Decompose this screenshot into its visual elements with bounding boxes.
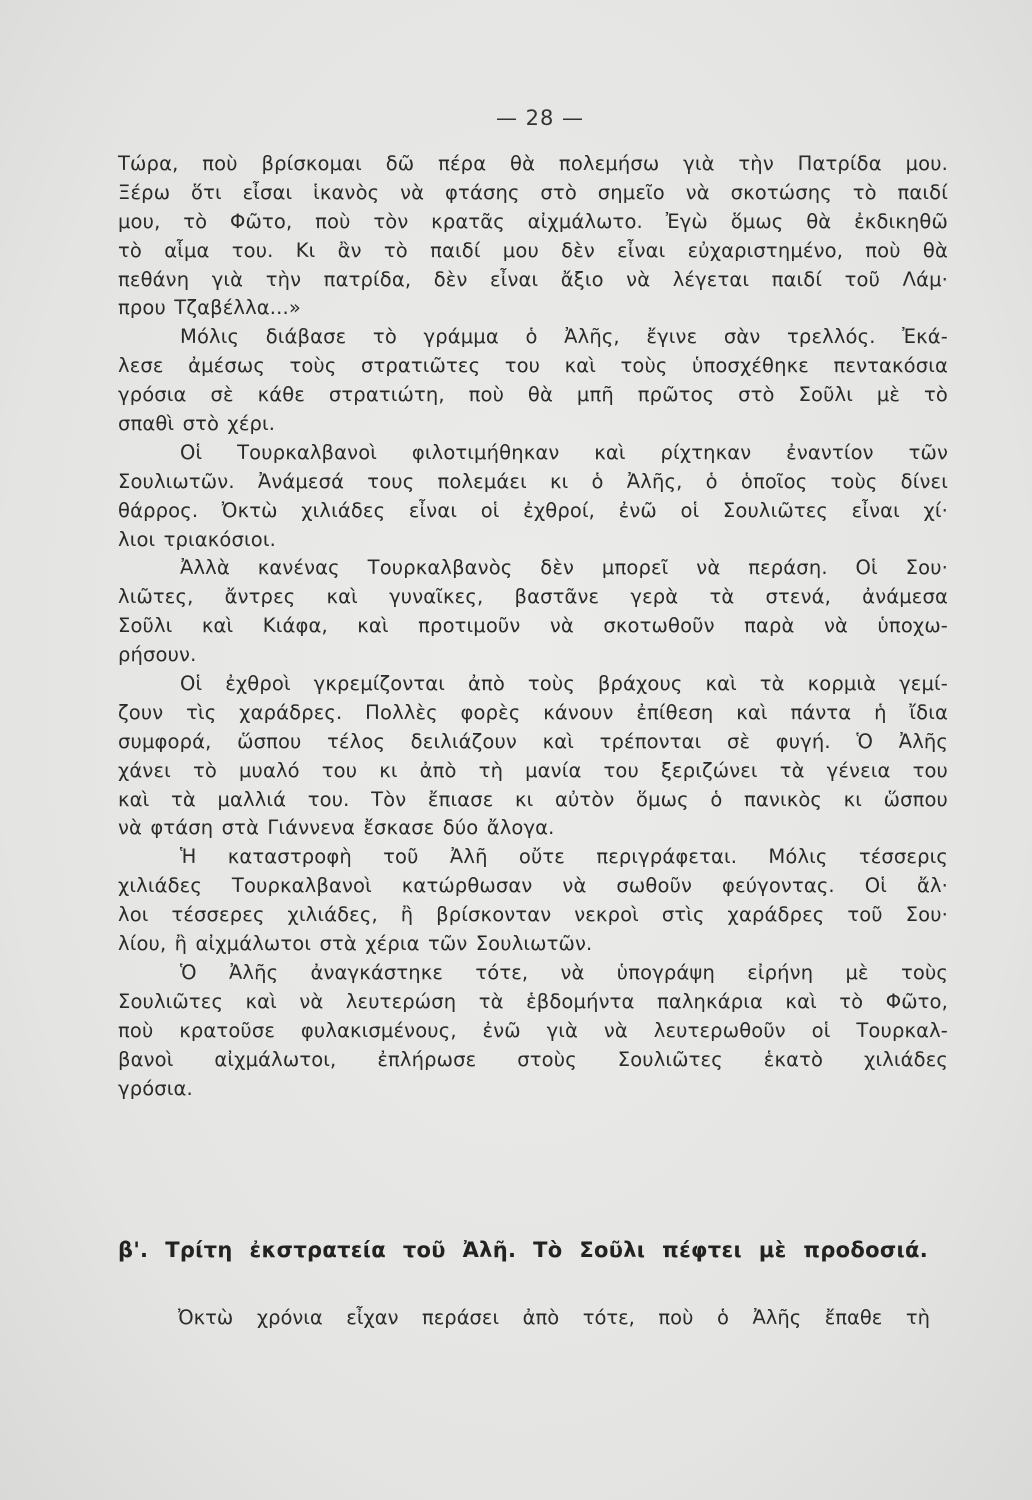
paragraph-line: Ἀλλὰ κανένας Τουρκαλβανὸς δὲν μπορεῖ νὰ περάση. Οἱ Σου·	[180, 556, 948, 580]
paragraph-line: λιῶτες, ἄντρες καὶ γυναῖκες, βαστᾶνε γερὰ τὰ στενά, ἀνάμεσα	[118, 585, 948, 609]
section-heading: β'. Τρίτη ἐκστρατεία τοῦ Ἀλῆ. Τὸ Σοῦλι πέφτει μὲ προδοσιά.	[118, 1238, 928, 1262]
paragraph-line: Οἱ ἐχθροὶ γκρεμίζονται ἀπὸ τοὺς βράχους καὶ τὰ κορμιὰ γεμί-	[180, 672, 948, 696]
paragraph-line: χάνει τὸ μυαλό του κι ἀπὸ τὴ μανία του ξεριζώνει τὰ γένεια του	[118, 758, 948, 782]
paragraph-line: πρου Τζαβέλλα...»	[118, 296, 301, 320]
paragraph-line: μου, τὸ Φῶτο, ποὺ τὸν κρατᾶς αἰχμάλωτο. Ἐγὼ ὅμως θὰ ἐκδικηθῶ	[118, 209, 948, 233]
paragraph-line: θάρρος. Ὀκτὼ χιλιάδες εἶναι οἱ ἐχθροί, ἐνῶ οἱ Σουλιῶτες εἶναι χί·	[118, 498, 948, 522]
paragraph-line: Ὁ Ἀλῆς ἀναγκάστηκε τότε, νὰ ὑπογράψη εἰρήνη μὲ τοὺς	[180, 960, 948, 984]
paragraph-line: Οἱ Τουρκαλβανοὶ φιλοτιμήθηκαν καὶ ρίχτηκαν ἐναντίον τῶν	[180, 440, 948, 464]
paragraph-line: Σουλιωτῶν. Ἀνάμεσά τους πολεμάει κι ὁ Ἀλῆς, ὁ ὁποῖος τοὺς δίνει	[118, 469, 948, 493]
paragraph-line: τὸ αἷμα του. Κι ἂν τὸ παιδί μου δὲν εἶναι εὐχαριστημένο, ποὺ θὰ	[118, 238, 948, 262]
paragraph-line: νὰ φτάση στὰ Γιάννενα ἔσκασε δύο ἄλογα.	[118, 816, 555, 840]
paragraph-line: λοι τέσσερες χιλιάδες, ἢ βρίσκονταν νεκροὶ στὶς χαράδρες τοῦ Σου·	[118, 903, 948, 927]
paragraph-line: καὶ τὰ μαλλιά του. Τὸν ἔπιασε κι αὐτὸν ὅμως ὁ πανικὸς κι ὥσπου	[118, 787, 948, 811]
paragraph-line: ρήσουν.	[118, 643, 197, 667]
paragraph-line: λεσε ἀμέσως τοὺς στρατιῶτες του καὶ τοὺς ὑποσχέθηκε πεντακόσια	[118, 354, 948, 378]
paragraph-line: ζουν τὶς χαράδρες. Πολλὲς φορὲς κάνουν ἐπίθεση καὶ πάντα ἡ ἴδια	[118, 700, 948, 724]
paragraph-line: γρόσια σὲ κάθε στρατιώτη, ποὺ θὰ μπῆ πρῶτος στὸ Σοῦλι μὲ τὸ	[118, 383, 948, 407]
paragraph-line: ποὺ κρατοῦσε φυλακισμένους, ἐνῶ γιὰ νὰ λευτερωθοῦν οἱ Τουρκαλ-	[118, 1018, 948, 1042]
paragraph-line: λίου, ἢ αἰχμάλωτοι στὰ χέρια τῶν Σουλιωτῶν.	[118, 932, 593, 956]
body-text	[118, 150, 948, 1103]
paragraph-line: Σοῦλι καὶ Κιάφα, καὶ προτιμοῦν νὰ σκοτωθοῦν παρὰ νὰ ὑποχω-	[118, 614, 948, 638]
paragraph-line: Μόλις διάβασε τὸ γράμμα ὁ Ἀλῆς, ἔγινε σὰν τρελλός. Ἐκά-	[180, 325, 948, 349]
paragraph-line: Σουλιῶτες καὶ νὰ λευτερώση τὰ ἑβδομήντα παληκάρια καὶ τὸ Φῶτο,	[118, 989, 948, 1013]
paragraph-line: σπαθὶ στὸ χέρι.	[118, 412, 276, 436]
paragraph-line: συμφορά, ὥσπου τέλος δειλιάζουν καὶ τρέπονται σὲ φυγή. Ὁ Ἀλῆς	[118, 729, 948, 753]
paragraph-line: Ξέρω ὅτι εἶσαι ἱκανὸς νὰ φτάσης στὸ σημεῖο νὰ σκοτώσης τὸ παιδί	[118, 180, 948, 204]
paragraph-line-final: Ὀκτὼ χρόνια εἶχαν περάσει ἀπὸ τότε, ποὺ ὁ Ἀλῆς ἔπαθε τὴ	[178, 1306, 930, 1329]
paragraph-line: γρόσια.	[118, 1076, 193, 1100]
paragraph-line: χιλιάδες Τουρκαλβανοὶ κατώρθωσαν νὰ σωθοῦν φεύγοντας. Οἱ ἄλ·	[118, 874, 948, 898]
page-number: — 28 —	[495, 106, 585, 130]
paragraph-line: βανοὶ αἰχμάλωτοι, ἐπλήρωσε στοὺς Σουλιῶτες ἑκατὸ χιλιάδες	[118, 1047, 948, 1071]
paragraph-line: Τώρα, ποὺ βρίσκομαι δῶ πέρα θὰ πολεμήσω γιὰ τὴν Πατρίδα μου.	[118, 152, 948, 175]
paragraph-line: Ἡ καταστροφὴ τοῦ Ἀλῆ οὔτε περιγράφεται. Μόλις τέσσερις	[180, 845, 948, 869]
paragraph-line: λιοι τριακόσιοι.	[118, 527, 276, 551]
paragraph-line: πεθάνη γιὰ τὴν πατρίδα, δὲν εἶναι ἄξιο νὰ λέγεται παιδί τοῦ Λάμ·	[118, 267, 948, 291]
